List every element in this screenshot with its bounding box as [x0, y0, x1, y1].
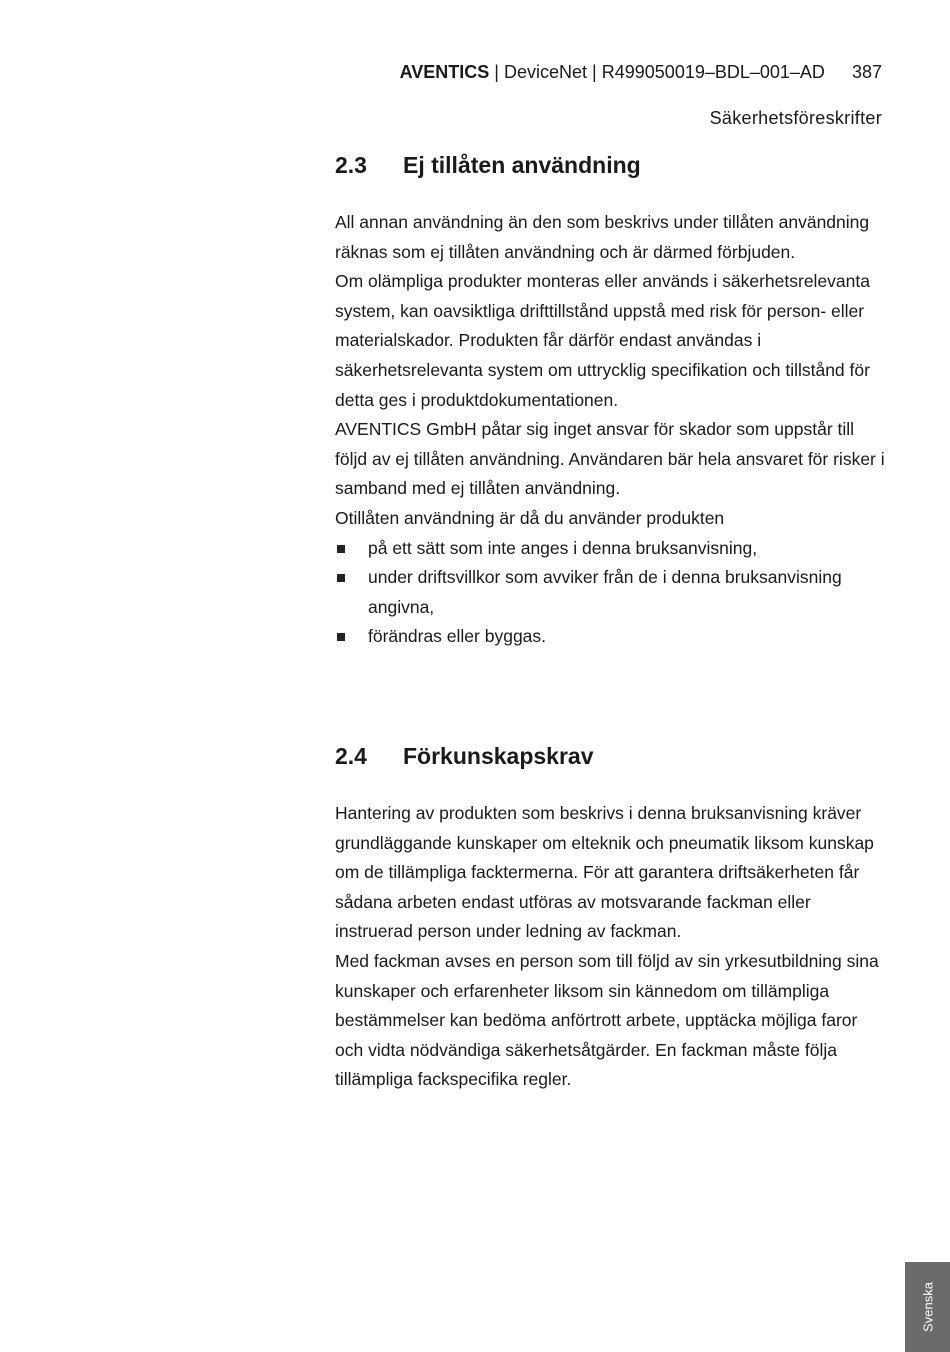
bullet-square-icon [337, 545, 345, 553]
section-heading [335, 740, 885, 772]
paragraph: Om olämpliga produkter monteras eller används i säkerhetsrelevanta system, kan oavsiktliga drifttillstånd uppstå med risk för person- eller materialskador. Produkten får därför endast användas i säkerhetsrelevanta system om uttrycklig specifikation och tillstånd för detta ges i produktdokumentationen. [335, 271, 870, 410]
section-number: 2.4 [335, 743, 367, 769]
list-item-text: på ett sätt som inte anges i denna bruksanvisning, [368, 537, 758, 558]
bullet-list [335, 534, 885, 652]
language-tab-label: Svenska [920, 1282, 935, 1332]
page-number: 387 [851, 62, 882, 82]
section-body [335, 208, 885, 652]
section-number: 2.3 [335, 152, 367, 178]
header-separator: | [592, 62, 597, 82]
section-body [335, 799, 885, 1095]
paragraph: Otillåten användning är då du använder produkten [335, 507, 725, 528]
paragraph: All annan användning än den som beskrivs under tillåten användning räknas som ej tillåten användning och är därmed förbjuden. [335, 212, 870, 262]
list-item [335, 622, 885, 652]
running-header [400, 62, 882, 83]
section-2-4 [335, 740, 885, 1095]
paragraph: Med fackman avses en person som till följd av sin yrkesutbildning sina kunskaper och erfarenheter liksom sin kännedom om tillämpliga bestämmelser kan bedöma anförtrott arbete, upptäcka möjliga faror och vidta nödvändiga säkerhetsåtgärder. En fackman måste följa tillämpliga fackspecifika regler. [335, 950, 879, 1090]
list-item [335, 534, 885, 564]
bullet-square-icon [337, 574, 345, 582]
list-item-text: under driftsvillkor som avviker från de i denna bruksanvisning angivna, [368, 567, 842, 617]
section-title: Förkunskapskrav [403, 743, 594, 769]
header-separator: | [494, 62, 499, 82]
section-title: Ej tillåten användning [403, 152, 641, 178]
list-item [335, 563, 885, 622]
chapter-title: Säkerhetsföreskrifter [709, 108, 882, 128]
section-heading [335, 149, 885, 181]
language-tab [905, 1262, 950, 1352]
paragraph: Hantering av produkten som beskrivs i denna bruksanvisning kräver grundläggande kunskaper om elteknik och pneumatik liksom kunskap om de tillämpliga facktermerna. För att garantera driftsäkerheten får sådana arbeten endast utföras av motsvarande fackman eller instruerad person under ledning av fackman. [335, 803, 874, 942]
document-number: R499050019–BDL–001–AD [601, 62, 825, 82]
brand-name: AVENTICS [399, 62, 490, 82]
list-item-text: förändras eller byggas. [368, 626, 547, 647]
product-name: DeviceNet [504, 62, 588, 82]
section-2-3 [335, 149, 885, 652]
paragraph: AVENTICS GmbH påtar sig inget ansvar för skador som uppstår till följd av ej tillåten användning. Användaren bär hela ansvaret för risker i samband med ej tillåten användning. [335, 419, 885, 499]
bullet-square-icon [337, 633, 345, 641]
